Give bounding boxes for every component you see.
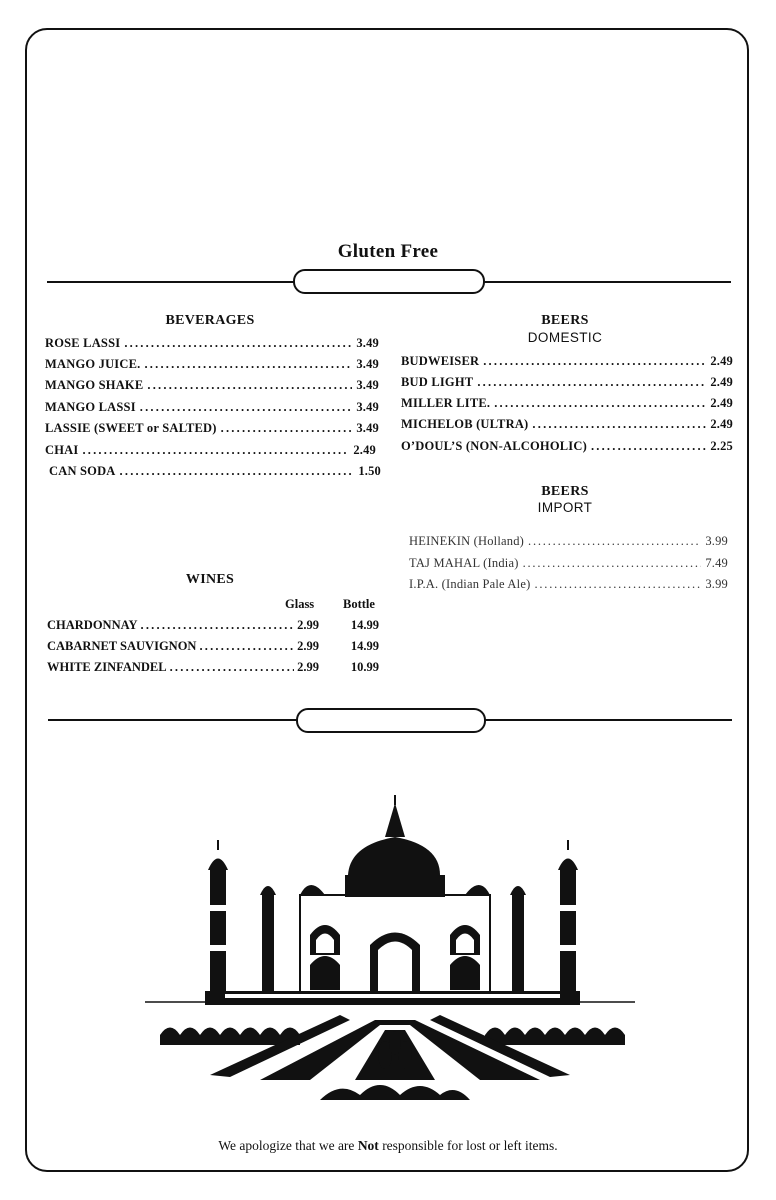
list-item: MANGO LASSI ..... 3.49: [45, 400, 379, 415]
beers-import-subheading: IMPORT: [537, 500, 593, 515]
list-item: MICHELOB (ULTRA) ..... 2.49: [401, 417, 733, 432]
list-item: I.P.A. (Indian Pale Ale) ..... 3.99: [409, 577, 728, 592]
beers-domestic-heading: BEERS: [541, 313, 589, 328]
footer-note: We apologize that we are Not responsible for lost or left items.: [218, 1138, 558, 1153]
bottom-divider-ornament: [296, 708, 486, 733]
wines-glass-header: Glass: [285, 597, 315, 611]
page-title: Gluten Free: [337, 241, 439, 262]
footer-emphasis: Not: [357, 1138, 379, 1153]
table-row: CABARNET SAUVIGNON ..... 2.99 14.99: [47, 639, 379, 657]
wines-heading: WINES: [185, 572, 235, 587]
wines-bottle-header: Bottle: [343, 597, 375, 611]
top-divider-ornament: [293, 269, 485, 294]
list-item: TAJ MAHAL (India) ..... 7.49: [409, 556, 728, 571]
table-row: CHARDONNAY ..... 2.99 14.99: [47, 618, 379, 636]
beers-import-heading: BEERS: [541, 484, 589, 499]
list-item: BUDWEISER ..... 2.49: [401, 354, 733, 369]
list-item: MILLER LITE. ..... 2.49: [401, 396, 733, 411]
list-item: ROSE LASSI ..... 3.49: [45, 336, 379, 351]
taj-mahal-illustration-icon: [140, 795, 640, 1125]
list-item: O’DOUL’S (NON-ALCOHOLIC) ..... 2.25: [401, 439, 733, 454]
list-item: CHAI ..... 2.49: [45, 443, 376, 458]
beverages-heading: BEVERAGES: [165, 313, 255, 328]
list-item: CAN SODA ..... 1.50: [49, 464, 381, 479]
list-item: BUD LIGHT ..... 2.49: [401, 375, 733, 390]
beers-domestic-subheading: DOMESTIC: [527, 330, 603, 345]
list-item: HEINEKIN (Holland) ..... 3.99: [409, 534, 728, 549]
list-item: MANGO JUICE. ..... 3.49: [45, 357, 379, 372]
table-row: WHITE ZINFANDEL ..... 2.99 10.99: [47, 660, 379, 678]
list-item: LASSIE (SWEET or SALTED) ..... 3.49: [45, 421, 379, 436]
list-item: MANGO SHAKE ..... 3.49: [45, 378, 379, 393]
